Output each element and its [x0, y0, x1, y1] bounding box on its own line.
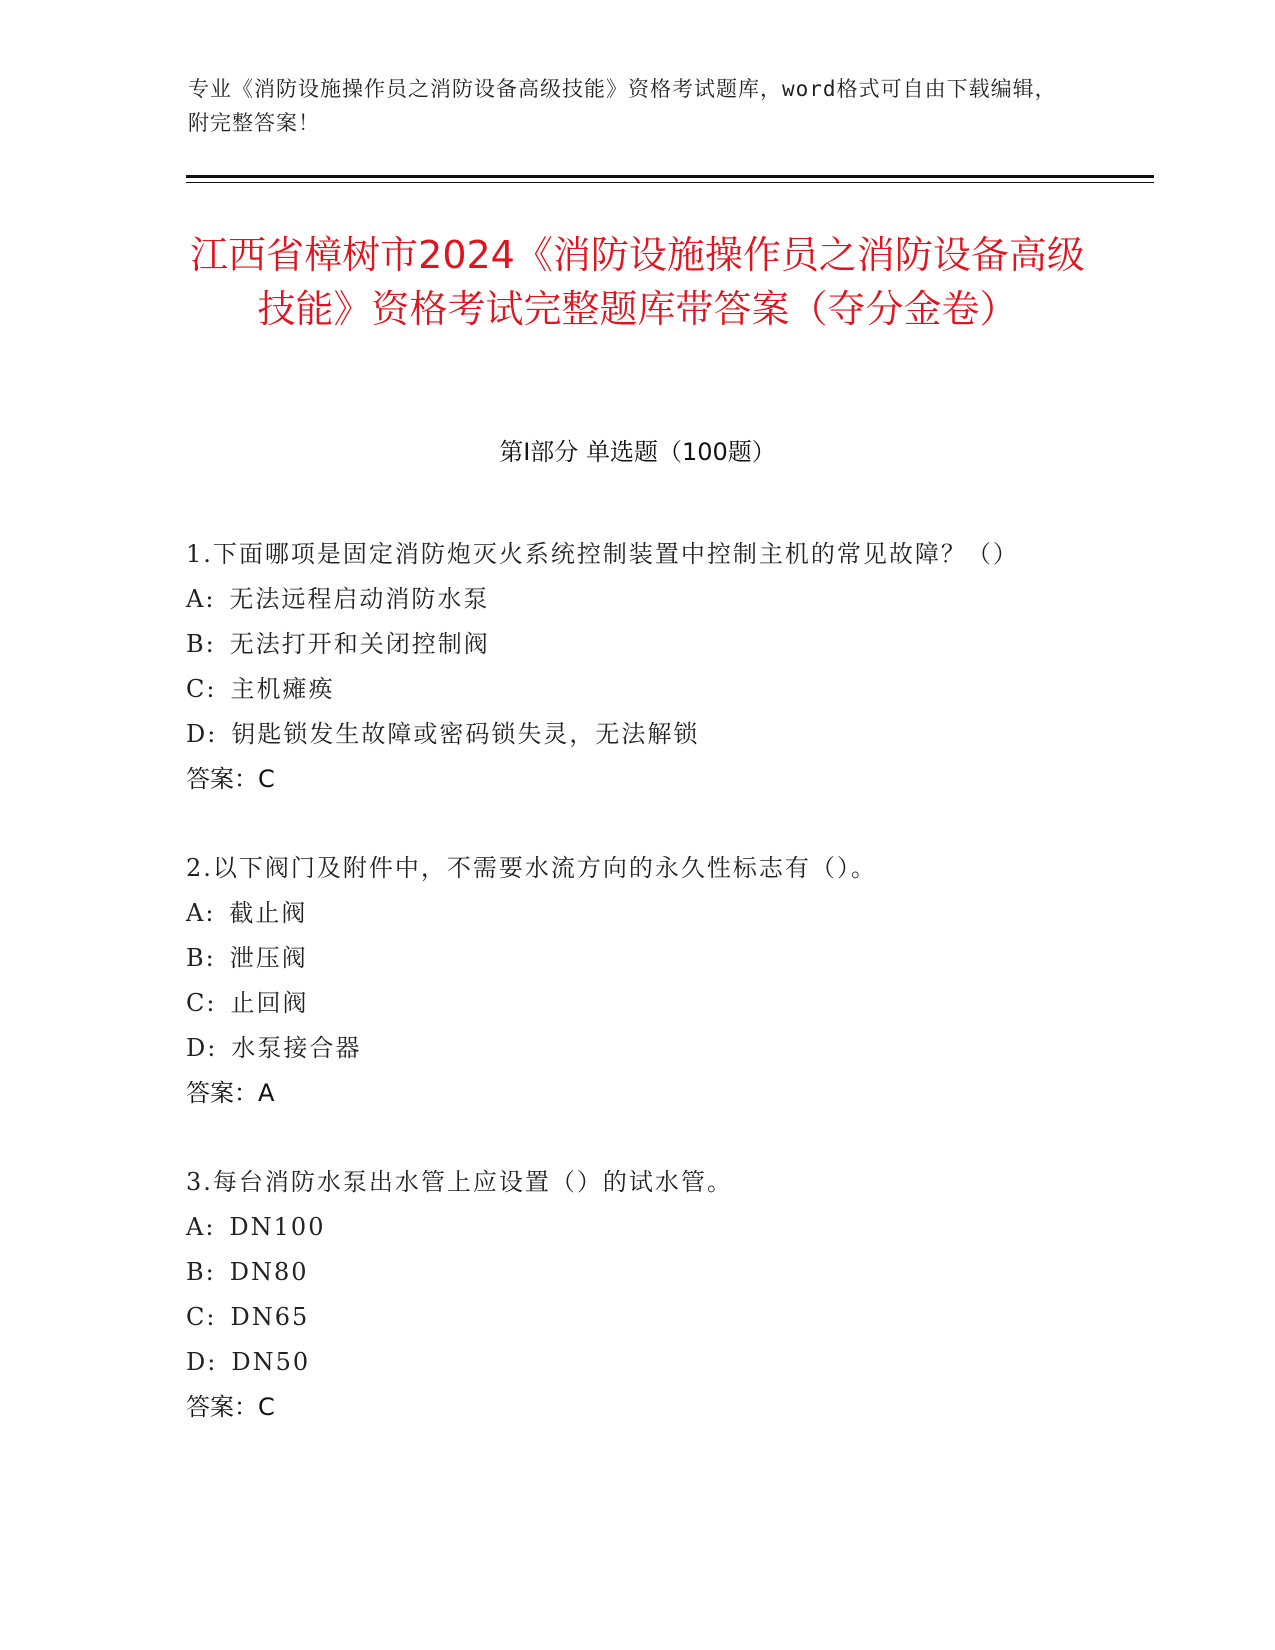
question-1: [186, 532, 1086, 802]
option-text: 水泵接合器: [231, 1034, 362, 1062]
option-text: 无法远程启动消防水泵: [229, 585, 490, 613]
header-divider-thin: [186, 182, 1154, 183]
option-text: 截止阀: [229, 899, 308, 927]
question-3: [186, 1160, 1086, 1430]
option-letter: B:: [186, 944, 216, 972]
option-b: [186, 1250, 1086, 1295]
answer-label: 答案：: [186, 1393, 258, 1421]
option-letter: A:: [186, 1213, 216, 1241]
option-letter: A:: [186, 585, 216, 613]
option-a: [186, 577, 1086, 622]
question-stem: 1.下面哪项是固定消防炮灭火系统控制装置中控制主机的常见故障？（）: [186, 540, 1019, 568]
option-letter: C:: [186, 989, 217, 1017]
option-text: 无法打开和关闭控制阀: [229, 630, 490, 658]
question-2: [186, 846, 1086, 1116]
section-title: 第I部分 单选题（100题）: [499, 438, 776, 466]
option-text: DN65: [230, 1303, 310, 1331]
option-b: [186, 936, 1086, 981]
option-text: 止回阀: [230, 989, 309, 1017]
option-d: [186, 712, 1086, 757]
option-a: [186, 891, 1086, 936]
option-text: 泄压阀: [229, 944, 308, 972]
option-text: 钥匙锁发生故障或密码锁失灵，无法解锁: [231, 720, 700, 748]
answer-line: [186, 1385, 1086, 1430]
option-letter: D:: [186, 720, 218, 748]
option-b: [186, 622, 1086, 667]
option-c: [186, 981, 1086, 1026]
answer-line: [186, 757, 1086, 802]
question-stem: 3.每台消防水泵出水管上应设置（）的试水管。: [186, 1168, 733, 1196]
option-c: [186, 667, 1086, 712]
option-a: [186, 1205, 1086, 1250]
answer-value: C: [258, 1393, 275, 1421]
option-letter: C:: [186, 675, 217, 703]
option-text: 主机瘫痪: [230, 675, 335, 703]
answer-value: A: [258, 1079, 275, 1107]
option-letter: D:: [186, 1034, 218, 1062]
answer-label: 答案：: [186, 1079, 258, 1107]
option-letter: B:: [186, 630, 216, 658]
option-text: DN80: [229, 1258, 309, 1286]
answer-line: [186, 1071, 1086, 1116]
question-stem: 2.以下阀门及附件中，不需要水流方向的永久性标志有（）。: [186, 854, 877, 882]
answer-value: C: [258, 765, 275, 793]
option-text: DN50: [231, 1348, 311, 1376]
option-d: [186, 1026, 1086, 1071]
option-letter: D:: [186, 1348, 218, 1376]
option-c: [186, 1295, 1086, 1340]
option-letter: A:: [186, 899, 216, 927]
option-letter: B:: [186, 1258, 216, 1286]
header-divider-thick: [186, 175, 1154, 178]
option-d: [186, 1340, 1086, 1385]
header-note: 专业《消防设施操作员之消防设备高级技能》资格考试题库，word格式可自由下载编辑，附完整答案！: [188, 77, 1057, 135]
document-title: 江西省樟树市2024《消防设施操作员之消防设备高级技能》资格考试完整题库带答案（夺分金卷）: [190, 233, 1085, 331]
question-list: [186, 532, 1086, 1474]
option-letter: C:: [186, 1303, 217, 1331]
option-text: DN100: [229, 1213, 326, 1241]
answer-label: 答案：: [186, 765, 258, 793]
